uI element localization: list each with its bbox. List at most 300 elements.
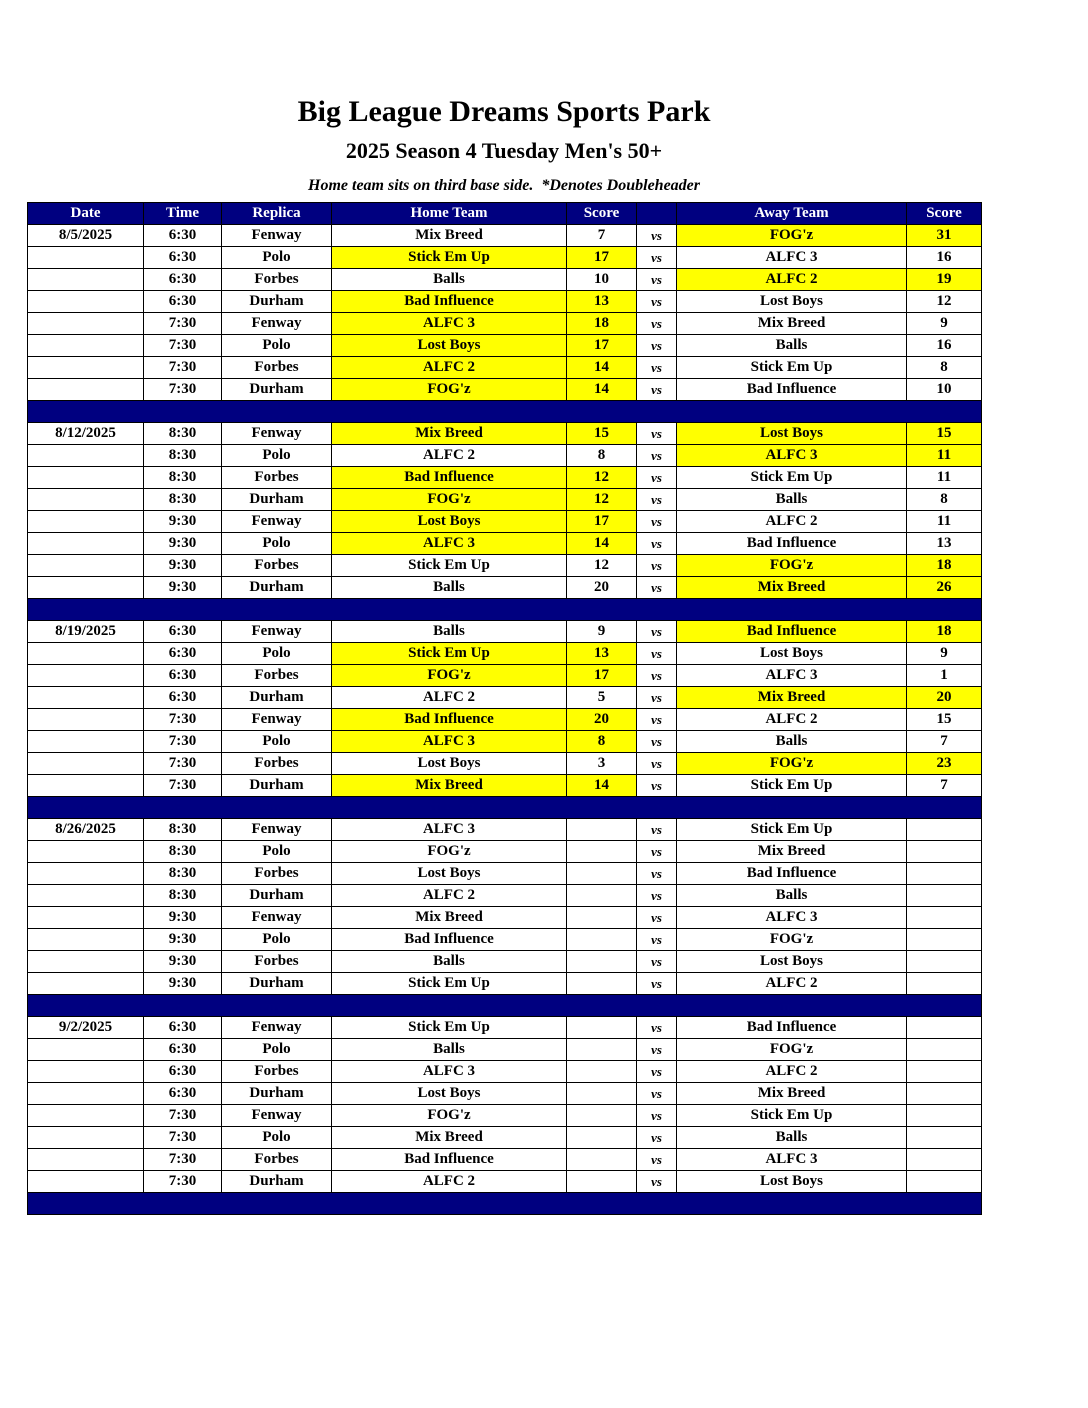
time-cell: 7:30 [144,731,222,753]
away-team-cell: Balls [677,489,907,511]
away-team-cell: Bad Influence [677,863,907,885]
time-cell: 8:30 [144,885,222,907]
game-row [28,951,982,973]
vs-cell: vs [637,643,677,665]
replica-cell: Durham [222,775,332,797]
home-team-cell: Stick Em Up [332,643,567,665]
away-score-cell [907,1127,982,1149]
home-score-cell: 14 [567,775,637,797]
game-row [28,973,982,995]
away-team-cell: Lost Boys [677,951,907,973]
game-row [28,313,982,335]
away-score-cell: 8 [907,357,982,379]
away-score-cell: 7 [907,731,982,753]
home-score-cell: 20 [567,577,637,599]
away-score-cell [907,885,982,907]
vs-header [637,203,677,225]
page-title: Big League Dreams Sports Park [297,95,711,128]
home-score-cell [567,973,637,995]
time-cell: 6:30 [144,1017,222,1039]
home-score-cell: 3 [567,753,637,775]
date-cell [28,445,144,467]
vs-cell: vs [637,1039,677,1061]
home-score-cell: 8 [567,445,637,467]
away-score-cell: 12 [907,291,982,313]
time-cell: 7:30 [144,379,222,401]
away-team-cell: Stick Em Up [677,357,907,379]
away-score-cell [907,1171,982,1193]
away-team-cell: ALFC 2 [677,511,907,533]
home-score-cell [567,819,637,841]
away-score-cell [907,841,982,863]
replica-cell: Polo [222,445,332,467]
replica-cell: Forbes [222,555,332,577]
vs-cell: vs [637,951,677,973]
home-team-cell: Lost Boys [332,863,567,885]
away-score-cell [907,973,982,995]
home-score-cell [567,1127,637,1149]
home-team-cell: Balls [332,269,567,291]
replica-cell: Durham [222,1083,332,1105]
away-score-cell: 11 [907,467,982,489]
game-row [28,1171,982,1193]
away-team-cell: Lost Boys [677,423,907,445]
away-team-cell: ALFC 3 [677,1149,907,1171]
replica-cell: Durham [222,973,332,995]
vs-cell: vs [637,665,677,687]
date-cell [28,335,144,357]
home-score-cell [567,885,637,907]
home-team-cell: FOG'z [332,841,567,863]
away-score-cell: 18 [907,621,982,643]
home-team-cell: Stick Em Up [332,247,567,269]
away-team-cell: ALFC 3 [677,445,907,467]
vs-cell: vs [637,621,677,643]
date-cell [28,1149,144,1171]
home-score-cell: 17 [567,665,637,687]
game-row [28,665,982,687]
game-row [28,753,982,775]
away-team-cell: Mix Breed [677,577,907,599]
away-score-cell: 10 [907,379,982,401]
away-score-cell: 15 [907,709,982,731]
home-team-cell: Stick Em Up [332,973,567,995]
home-score-cell [567,907,637,929]
replica-cell: Durham [222,489,332,511]
away-score-cell [907,1061,982,1083]
home-team-cell: Mix Breed [332,423,567,445]
home-score-cell: 17 [567,335,637,357]
time-cell: 6:30 [144,247,222,269]
game-row [28,841,982,863]
replica-cell: Fenway [222,511,332,533]
vs-cell: vs [637,467,677,489]
vs-cell: vs [637,907,677,929]
vs-cell: vs [637,489,677,511]
vs-cell: vs [637,445,677,467]
game-row [28,1105,982,1127]
date-cell [28,775,144,797]
home-score-cell: 14 [567,533,637,555]
home-team-cell: Bad Influence [332,929,567,951]
date-cell [28,951,144,973]
time-cell: 8:30 [144,423,222,445]
game-row [28,511,982,533]
time-header: Time [144,203,222,225]
replica-cell: Polo [222,841,332,863]
replica-cell: Fenway [222,1017,332,1039]
game-row [28,247,982,269]
time-cell: 9:30 [144,951,222,973]
date-header: Date [28,203,144,225]
game-row [28,555,982,577]
time-cell: 6:30 [144,225,222,247]
replica-cell: Fenway [222,225,332,247]
time-cell: 6:30 [144,269,222,291]
time-cell: 7:30 [144,1127,222,1149]
game-row [28,335,982,357]
home-team-cell: ALFC 3 [332,819,567,841]
vs-cell: vs [637,709,677,731]
home-team-cell: FOG'z [332,1105,567,1127]
away-score-cell: 23 [907,753,982,775]
vs-cell: vs [637,357,677,379]
away-team-cell: Balls [677,335,907,357]
home-team-cell: FOG'z [332,665,567,687]
vs-cell: vs [637,1127,677,1149]
away-score-cell: 1 [907,665,982,687]
date-cell [28,511,144,533]
away-team-cell: Bad Influence [677,1017,907,1039]
game-row [28,357,982,379]
home-team-cell: ALFC 3 [332,731,567,753]
time-cell: 6:30 [144,665,222,687]
game-row [28,533,982,555]
date-cell [28,489,144,511]
time-cell: 9:30 [144,511,222,533]
replica-cell: Forbes [222,1149,332,1171]
away-team-cell: Stick Em Up [677,467,907,489]
home-score-cell: 12 [567,489,637,511]
away-team-cell: Stick Em Up [677,819,907,841]
game-row [28,1149,982,1171]
time-cell: 6:30 [144,687,222,709]
vs-cell: vs [637,555,677,577]
time-cell: 8:30 [144,489,222,511]
home-team-cell: ALFC 3 [332,533,567,555]
away-team-cell: Lost Boys [677,1171,907,1193]
replica-cell: Fenway [222,423,332,445]
date-cell [28,1083,144,1105]
time-cell: 8:30 [144,467,222,489]
time-cell: 9:30 [144,929,222,951]
vs-cell: vs [637,1017,677,1039]
week-separator-cell [28,401,982,423]
home-team-cell: Bad Influence [332,291,567,313]
game-row [28,269,982,291]
away-team-cell: FOG'z [677,225,907,247]
vs-cell: vs [637,511,677,533]
away-score-cell: 13 [907,533,982,555]
home-team-cell: Bad Influence [332,1149,567,1171]
vs-cell: vs [637,379,677,401]
schedule-body [28,225,982,1215]
time-cell: 9:30 [144,907,222,929]
home-score-cell: 15 [567,423,637,445]
week-separator-cell [28,1193,982,1215]
away-score-cell: 9 [907,643,982,665]
home-score-cell [567,1061,637,1083]
home-score-cell: 12 [567,555,637,577]
home-score-cell [567,951,637,973]
away-score-cell: 7 [907,775,982,797]
away-score-cell: 15 [907,423,982,445]
replica-cell: Forbes [222,863,332,885]
vs-cell: vs [637,1061,677,1083]
time-cell: 6:30 [144,1039,222,1061]
time-cell: 6:30 [144,291,222,313]
home-team-cell: ALFC 2 [332,445,567,467]
away-team-cell: ALFC 3 [677,247,907,269]
time-cell: 9:30 [144,973,222,995]
away-team-cell: Mix Breed [677,313,907,335]
replica-cell: Polo [222,643,332,665]
game-row [28,1127,982,1149]
game-row [28,775,982,797]
home-team-cell: Balls [332,577,567,599]
replica-cell: Polo [222,335,332,357]
date-cell [28,973,144,995]
vs-cell: vs [637,1083,677,1105]
home-score-cell: 17 [567,247,637,269]
replica-cell: Forbes [222,951,332,973]
game-row [28,885,982,907]
home-score-cell: 8 [567,731,637,753]
replica-cell: Durham [222,1171,332,1193]
home-score-cell: 17 [567,511,637,533]
vs-cell: vs [637,577,677,599]
game-row [28,445,982,467]
replica-cell: Fenway [222,313,332,335]
home-score-cell: 7 [567,225,637,247]
vs-cell: vs [637,929,677,951]
game-row [28,863,982,885]
away-score-header: Score [907,203,982,225]
home-score-cell: 13 [567,643,637,665]
vs-cell: vs [637,973,677,995]
time-cell: 8:30 [144,841,222,863]
away-team-cell: Balls [677,1127,907,1149]
time-cell: 7:30 [144,313,222,335]
time-cell: 7:30 [144,753,222,775]
replica-cell: Polo [222,1127,332,1149]
time-cell: 8:30 [144,863,222,885]
game-row [28,379,982,401]
time-cell: 6:30 [144,621,222,643]
home-team-cell: Balls [332,621,567,643]
vs-cell: vs [637,863,677,885]
date-cell [28,291,144,313]
time-cell: 7:30 [144,335,222,357]
home-team-cell: ALFC 3 [332,1061,567,1083]
game-row [28,731,982,753]
time-cell: 6:30 [144,1083,222,1105]
away-score-cell: 16 [907,335,982,357]
vs-cell: vs [637,753,677,775]
home-score-cell: 13 [567,291,637,313]
home-score-cell: 20 [567,709,637,731]
home-team-cell: Balls [332,951,567,973]
game-row [28,1017,982,1039]
date-cell [28,863,144,885]
schedule-table [27,202,982,1215]
week-separator-cell [28,797,982,819]
date-cell [28,907,144,929]
away-score-cell: 11 [907,445,982,467]
date-cell [28,269,144,291]
date-cell [28,555,144,577]
game-row [28,643,982,665]
replica-cell: Fenway [222,621,332,643]
time-cell: 9:30 [144,555,222,577]
game-row [28,1039,982,1061]
replica-cell: Durham [222,885,332,907]
away-score-cell [907,819,982,841]
header-row [28,203,982,225]
game-row [28,577,982,599]
home-team-cell: Mix Breed [332,225,567,247]
home-score-cell [567,1039,637,1061]
away-team-cell: Mix Breed [677,687,907,709]
away-team-cell: Balls [677,885,907,907]
time-cell: 7:30 [144,709,222,731]
week-separator-row [28,401,982,423]
away-team-cell: ALFC 2 [677,269,907,291]
date-cell [28,885,144,907]
vs-cell: vs [637,731,677,753]
home-team-cell: Mix Breed [332,1127,567,1149]
home-team-cell: ALFC 2 [332,687,567,709]
away-team-cell: Bad Influence [677,379,907,401]
date-cell [28,1039,144,1061]
home-score-cell [567,1017,637,1039]
replica-cell: Forbes [222,467,332,489]
away-team-cell: Bad Influence [677,621,907,643]
home-score-cell [567,1083,637,1105]
vs-cell: vs [637,533,677,555]
home-score-cell: 5 [567,687,637,709]
time-cell: 7:30 [144,775,222,797]
time-cell: 7:30 [144,1149,222,1171]
game-row [28,225,982,247]
home-team-cell: FOG'z [332,489,567,511]
vs-cell: vs [637,1149,677,1171]
away-score-cell: 20 [907,687,982,709]
away-score-cell: 26 [907,577,982,599]
home-score-cell: 14 [567,357,637,379]
replica-cell: Fenway [222,819,332,841]
away-team-cell: FOG'z [677,1039,907,1061]
week-separator-cell [28,599,982,621]
replica-cell: Fenway [222,907,332,929]
game-row [28,467,982,489]
away-team-cell: Balls [677,731,907,753]
away-score-cell [907,863,982,885]
date-cell: 8/26/2025 [28,819,144,841]
home-team-cell: Balls [332,1039,567,1061]
replica-cell: Forbes [222,357,332,379]
home-team-cell: ALFC 2 [332,1171,567,1193]
page-note: Home team sits on third base side. *Denotes Doubleheader [308,177,700,194]
replica-header: Replica [222,203,332,225]
replica-cell: Durham [222,577,332,599]
time-cell: 6:30 [144,643,222,665]
away-team-cell: ALFC 2 [677,709,907,731]
vs-cell: vs [637,775,677,797]
game-row [28,1061,982,1083]
away-team-header: Away Team [677,203,907,225]
game-row [28,291,982,313]
home-team-cell: Lost Boys [332,511,567,533]
replica-cell: Polo [222,247,332,269]
time-cell: 7:30 [144,1171,222,1193]
replica-cell: Polo [222,731,332,753]
date-cell: 8/19/2025 [28,621,144,643]
date-cell [28,313,144,335]
replica-cell: Durham [222,379,332,401]
date-cell [28,929,144,951]
home-score-cell [567,841,637,863]
home-team-cell: Bad Influence [332,467,567,489]
game-row [28,489,982,511]
date-cell [28,533,144,555]
away-team-cell: FOG'z [677,753,907,775]
game-row [28,929,982,951]
home-team-cell: Stick Em Up [332,1017,567,1039]
game-row [28,1083,982,1105]
away-score-cell: 18 [907,555,982,577]
date-cell [28,247,144,269]
vs-cell: vs [637,885,677,907]
home-team-cell: Bad Influence [332,709,567,731]
away-team-cell: Stick Em Up [677,775,907,797]
replica-cell: Durham [222,687,332,709]
home-team-cell: ALFC 2 [332,885,567,907]
time-cell: 8:30 [144,819,222,841]
vs-cell: vs [637,423,677,445]
time-cell: 9:30 [144,533,222,555]
date-cell [28,577,144,599]
replica-cell: Fenway [222,1105,332,1127]
replica-cell: Forbes [222,753,332,775]
date-cell [28,841,144,863]
home-score-cell: 12 [567,467,637,489]
away-team-cell: Lost Boys [677,643,907,665]
replica-cell: Polo [222,1039,332,1061]
vs-cell: vs [637,269,677,291]
replica-cell: Polo [222,533,332,555]
home-score-cell [567,929,637,951]
away-team-cell: Lost Boys [677,291,907,313]
home-score-header: Score [567,203,637,225]
replica-cell: Forbes [222,665,332,687]
game-row [28,709,982,731]
home-team-cell: ALFC 2 [332,357,567,379]
vs-cell: vs [637,819,677,841]
time-cell: 8:30 [144,445,222,467]
date-cell [28,753,144,775]
away-team-cell: ALFC 3 [677,665,907,687]
